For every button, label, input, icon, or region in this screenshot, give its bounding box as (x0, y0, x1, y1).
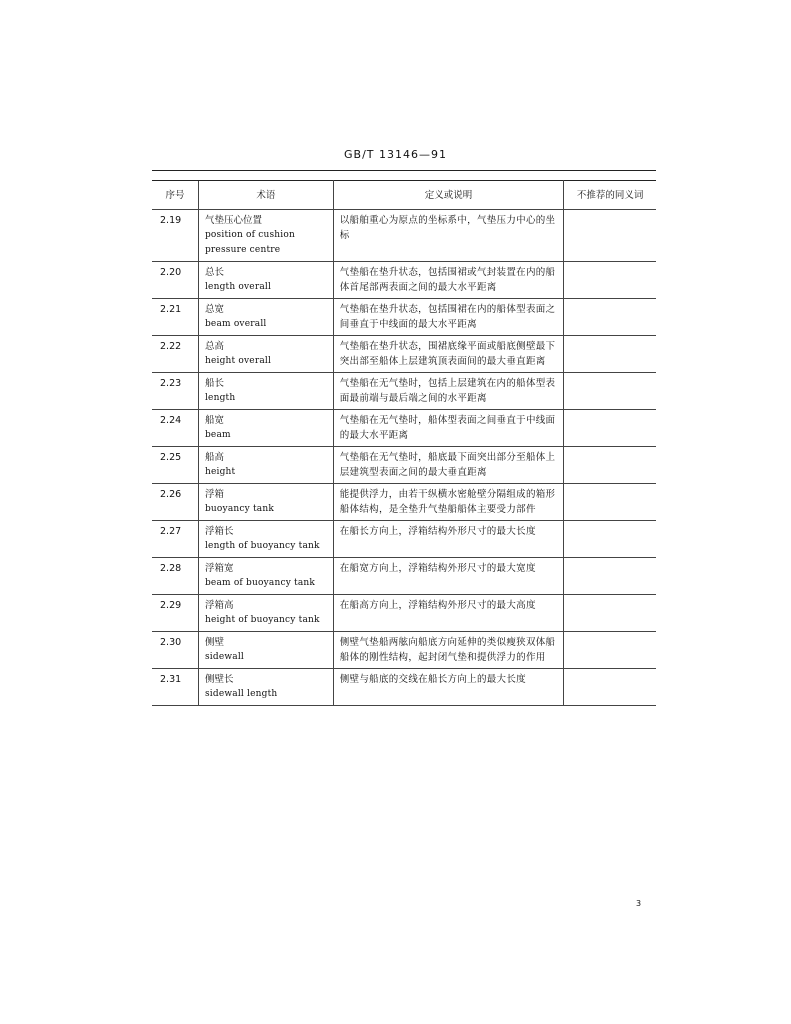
table-row (152, 595, 656, 632)
term-number: 2.22 (152, 336, 198, 373)
term-english: buoyancy tank (204, 504, 275, 514)
synonym-cell (564, 558, 656, 595)
term-number: 2.23 (152, 373, 198, 410)
term-chinese: 气垫压心位置 (204, 215, 262, 226)
synonym-cell (564, 669, 656, 706)
term-number: 2.20 (152, 262, 198, 299)
col-header-term: 术语 (198, 181, 333, 210)
table-row (152, 210, 656, 262)
term-chinese: 侧壁 (204, 637, 224, 648)
definition-cell: 气垫船在垫升状态，包括围裙在内的船体型表面之间垂直于中线面的最大水平距离 (333, 299, 563, 336)
col-header-no: 序号 (152, 181, 198, 210)
synonym-cell (564, 373, 656, 410)
definition-cell: 在船宽方向上，浮箱结构外形尺寸的最大宽度 (333, 558, 563, 595)
term-cell (198, 558, 333, 595)
definition-cell: 侧壁气垫船两舷向船底方向延伸的类似瘦狭双体船船体的刚性结构，起封闭气垫和提供浮力的作用 (333, 632, 563, 669)
term-english: height of buoyancy tank (204, 615, 320, 625)
term-number: 2.27 (152, 521, 198, 558)
term-english: sidewall length (204, 689, 278, 699)
table-row (152, 447, 656, 484)
table-row (152, 373, 656, 410)
term-cell (198, 262, 333, 299)
synonym-cell (564, 595, 656, 632)
term-chinese: 浮箱长 (204, 526, 234, 537)
term-cell (198, 669, 333, 706)
table-row (152, 336, 656, 373)
term-chinese: 船长 (204, 378, 224, 389)
term-cell (198, 484, 333, 521)
term-chinese: 总高 (204, 341, 224, 352)
synonym-cell (564, 410, 656, 447)
term-chinese: 浮箱宽 (204, 563, 234, 574)
definition-cell: 气垫船在垫升状态，包括围裙或气封装置在内的船体首尾部两表面之间的最大水平距离 (333, 262, 563, 299)
term-english: length of buoyancy tank (204, 541, 320, 551)
definition-cell: 侧壁与船底的交线在船长方向上的最大长度 (333, 669, 563, 706)
term-number: 2.24 (152, 410, 198, 447)
term-english: sidewall (204, 652, 244, 662)
definition-cell: 以船舶重心为原点的坐标系中，气垫压力中心的坐标 (333, 210, 563, 262)
term-chinese: 总长 (204, 267, 224, 278)
term-number: 2.19 (152, 210, 198, 262)
table-row (152, 521, 656, 558)
term-cell (198, 336, 333, 373)
synonym-cell (564, 484, 656, 521)
term-number: 2.31 (152, 669, 198, 706)
term-english: height (204, 467, 236, 477)
table-row (152, 558, 656, 595)
term-cell (198, 447, 333, 484)
synonym-cell (564, 521, 656, 558)
term-number: 2.25 (152, 447, 198, 484)
col-header-definition: 定义或说明 (333, 181, 563, 210)
definition-cell: 气垫船在无气垫时，包括上层建筑在内的船体型表面最前端与最后端之间的水平距离 (333, 373, 563, 410)
standard-number: GB/T 13146—91 (344, 148, 447, 161)
table-row (152, 669, 656, 706)
term-chinese: 总宽 (204, 304, 224, 315)
term-cell (198, 521, 333, 558)
table-row (152, 262, 656, 299)
term-english: beam overall (204, 319, 267, 329)
term-cell (198, 299, 333, 336)
table-row (152, 299, 656, 336)
terms-table (152, 180, 656, 706)
term-cell (198, 210, 333, 262)
synonym-cell (564, 447, 656, 484)
page-number: 3 (636, 899, 642, 908)
definition-cell: 在船长方向上，浮箱结构外形尺寸的最大长度 (333, 521, 563, 558)
table-header-row (152, 181, 656, 210)
definition-cell: 在船高方向上，浮箱结构外形尺寸的最大高度 (333, 595, 563, 632)
term-english: length (204, 393, 236, 403)
table-body (152, 210, 656, 706)
term-number: 2.26 (152, 484, 198, 521)
definition-cell: 气垫船在无气垫时，船体型表面之间垂直于中线面的最大水平距离 (333, 410, 563, 447)
synonym-cell (564, 299, 656, 336)
term-chinese: 浮箱高 (204, 600, 234, 611)
term-chinese: 船宽 (204, 415, 224, 426)
term-english: beam of buoyancy tank (204, 578, 316, 588)
term-chinese: 侧壁长 (204, 674, 234, 685)
term-number: 2.21 (152, 299, 198, 336)
term-chinese: 浮箱 (204, 489, 224, 500)
col-header-synonym: 不推荐的同义词 (564, 181, 656, 210)
table-row (152, 632, 656, 669)
term-number: 2.29 (152, 595, 198, 632)
synonym-cell (564, 632, 656, 669)
term-english: length overall (204, 282, 272, 292)
term-english: beam (204, 430, 231, 440)
synonym-cell (564, 336, 656, 373)
definition-cell: 能提供浮力，由若干纵横水密舱壁分隔组成的箱形船体结构，是全垫升气垫船船体主要受力部件 (333, 484, 563, 521)
term-english: height overall (204, 356, 272, 366)
term-chinese: 船高 (204, 452, 224, 463)
synonym-cell (564, 262, 656, 299)
table-row (152, 410, 656, 447)
term-cell (198, 632, 333, 669)
term-cell (198, 595, 333, 632)
term-english: position of cushion pressure centre (204, 230, 295, 255)
table-row (152, 484, 656, 521)
definition-cell: 气垫船在无气垫时，船底最下面突出部分至船体上层建筑型表面之间的最大垂直距离 (333, 447, 563, 484)
definition-cell: 气垫船在垫升状态，围裙底缘平面或船底侧壁最下突出部至船体上层建筑顶表面间的最大垂直距离 (333, 336, 563, 373)
term-number: 2.30 (152, 632, 198, 669)
term-cell (198, 410, 333, 447)
term-number: 2.28 (152, 558, 198, 595)
header-rule (152, 170, 656, 171)
term-cell (198, 373, 333, 410)
synonym-cell (564, 210, 656, 262)
